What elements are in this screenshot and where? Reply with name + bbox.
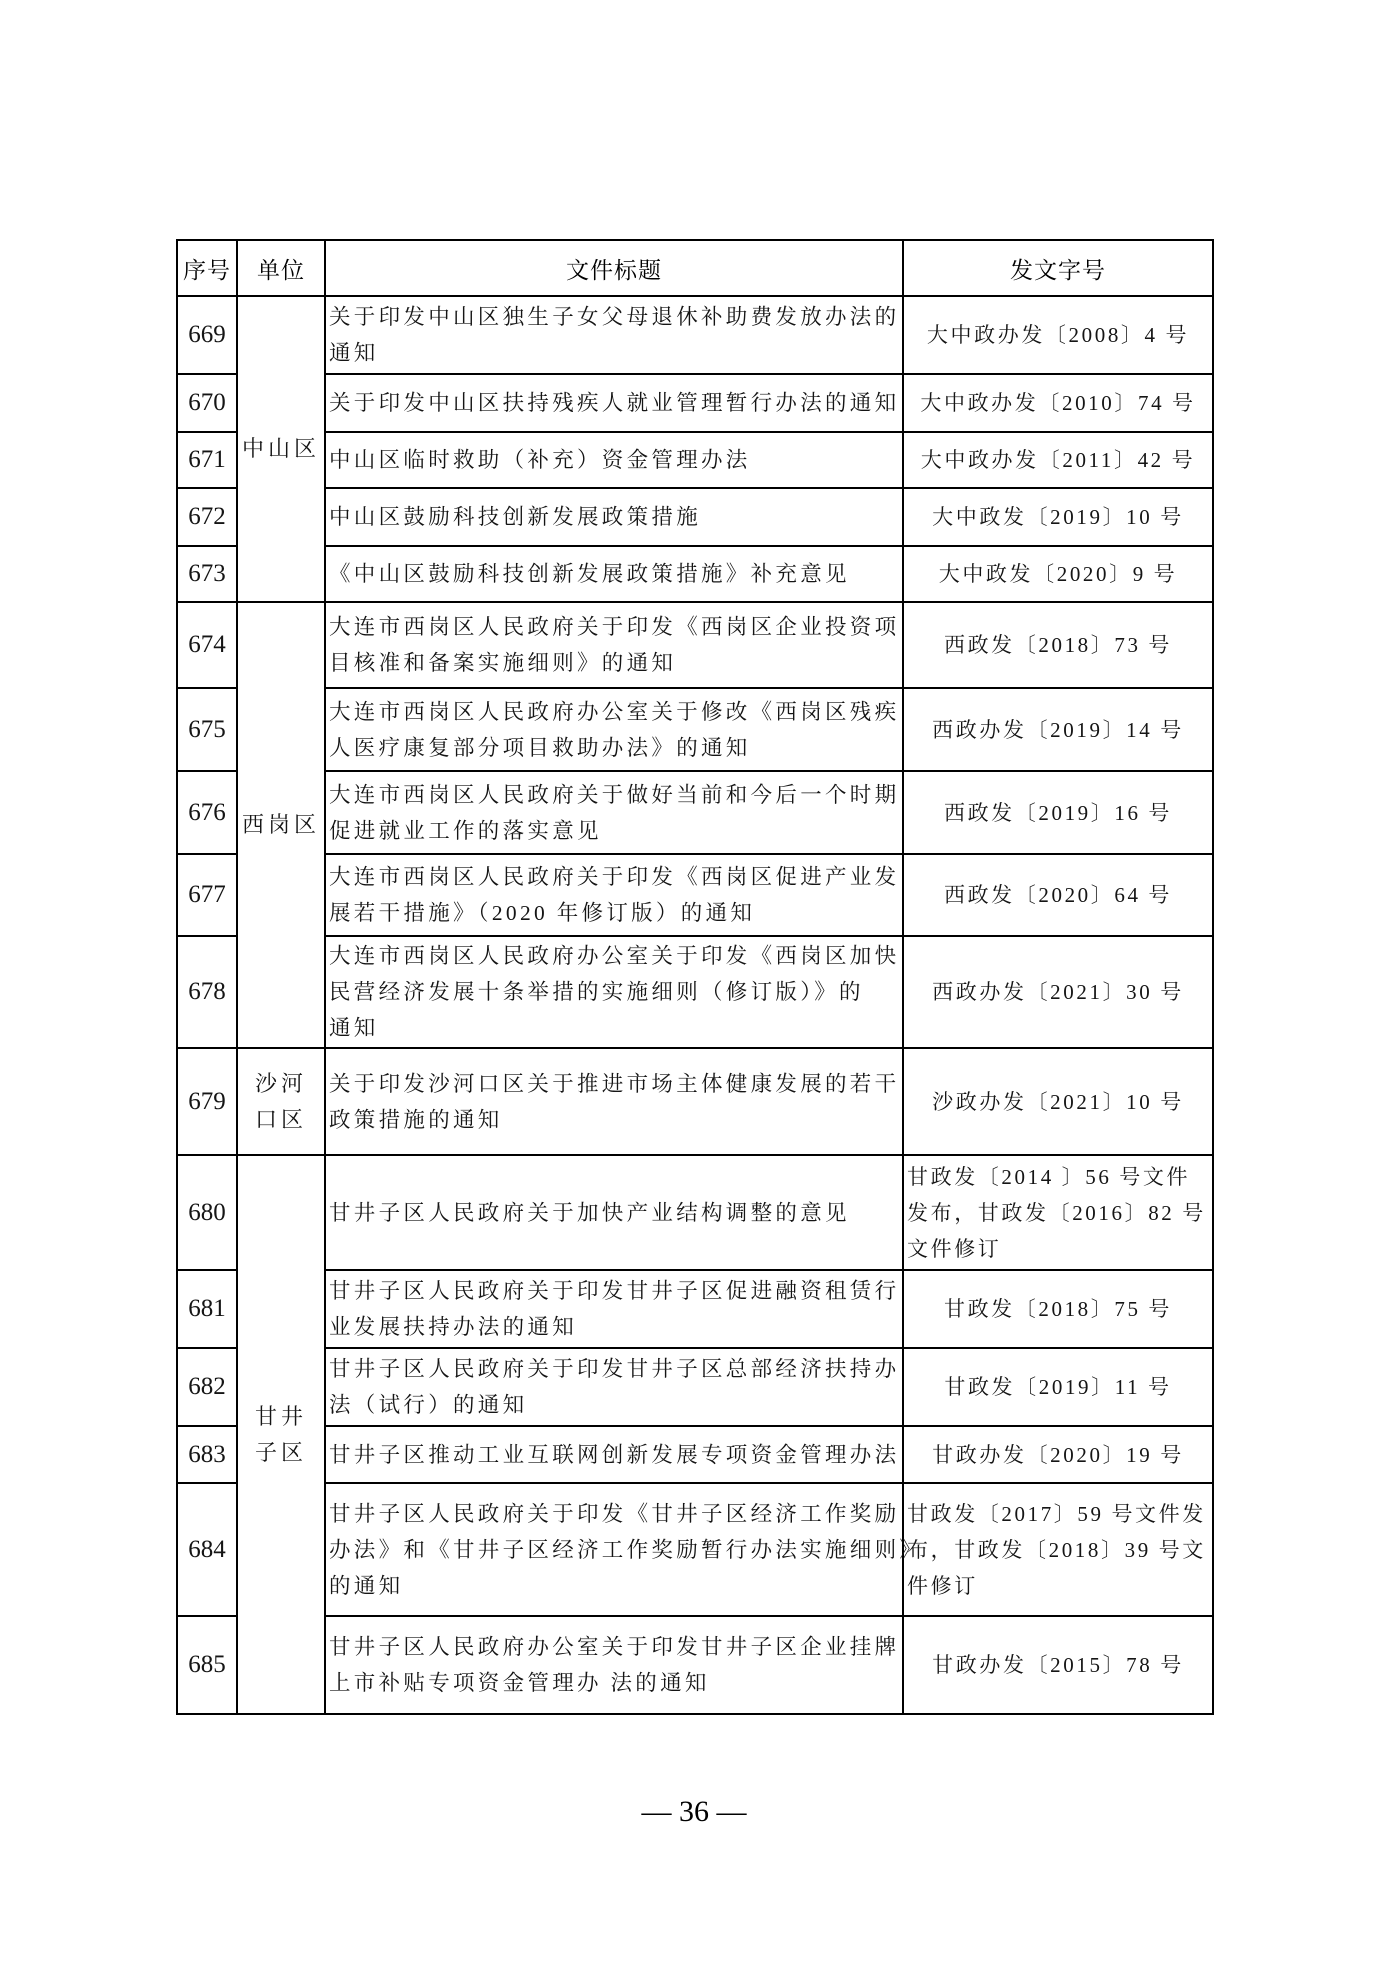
document-number-line: 沙政办发〔2021〕10 号: [932, 1089, 1184, 1114]
header-unit: 单位: [237, 240, 325, 296]
document-number-line: 甘政办发〔2015〕78 号: [932, 1653, 1184, 1677]
document-number-cell: [903, 1483, 1213, 1616]
seq-cell: 674: [177, 602, 237, 688]
document-title-cell: [325, 688, 903, 771]
document-title-cell: [325, 432, 903, 488]
document-title-cell: [325, 1048, 903, 1155]
seq-cell: 671: [177, 432, 237, 488]
document-number-cell: [903, 771, 1213, 854]
table-row: [177, 488, 1213, 546]
table-row: [177, 1155, 1213, 1270]
document-title-line: 甘井子区人民政府办公室关于印发甘井子区企业挂牌: [329, 1635, 900, 1659]
document-number-line: 甘政发〔2014 〕56 号文件: [907, 1164, 1191, 1189]
document-number-line: 发布，甘政发〔2016〕82 号: [907, 1200, 1206, 1225]
unit-name-line: 中山区: [241, 436, 320, 461]
document-title-line: 法（试行）的通知: [329, 1393, 528, 1417]
document-title-line: 人医疗康复部分项目救助办法》的通知: [329, 735, 751, 760]
document-title-cell: [325, 936, 903, 1048]
table-row: [177, 1426, 1213, 1483]
table-row: [177, 771, 1213, 854]
document-number-line: 甘政发〔2017〕59 号文件发: [907, 1501, 1206, 1526]
document-title-cell: [325, 602, 903, 688]
document-number-line: 大中政发〔2019〕10 号: [932, 505, 1184, 529]
table-row: [177, 1616, 1213, 1714]
document-title-cell: [325, 488, 903, 546]
document-title-line: 关于印发中山区独生子女父母退休补助费发放办法的: [329, 305, 900, 329]
document-title-line: 业发展扶持办法的通知: [329, 1315, 578, 1339]
document-number-cell: [903, 546, 1213, 602]
document-title-line: 大连市西岗区人民政府关于印发《西岗区企业投资项: [329, 615, 900, 639]
unit-cell: [237, 1048, 325, 1155]
unit-cell: [237, 296, 325, 602]
document-title-line: 甘井子区人民政府关于加快产业结构调整的意见: [329, 1200, 850, 1225]
document-title-line: 办法》和《甘井子区经济工作奖励暂行办法实施细则》: [329, 1537, 925, 1562]
document-title-cell: [325, 374, 903, 432]
seq-cell: 673: [177, 546, 237, 602]
seq-cell: 672: [177, 488, 237, 546]
seq-cell: 682: [177, 1348, 237, 1426]
document-number-cell: [903, 688, 1213, 771]
document-title-line: 政策措施的通知: [329, 1107, 503, 1132]
document-title-line: 上市补贴专项资金管理办 法的通知: [329, 1671, 710, 1695]
table-row: [177, 546, 1213, 602]
document-title-line: 关于印发中山区扶持残疾人就业管理暂行办法的通知: [329, 391, 900, 415]
table-row: [177, 432, 1213, 488]
document-number-line: 大中政办发〔2008〕4 号: [926, 323, 1190, 347]
document-title-line: 目核准和备案实施细则》的通知: [329, 651, 677, 675]
document-number-line: 甘政发〔2019〕11 号: [944, 1375, 1172, 1399]
document-number-cell: [903, 854, 1213, 936]
document-number-line: 西政发〔2018〕73 号: [943, 633, 1173, 657]
document-number-cell: [903, 1348, 1213, 1426]
seq-cell: 685: [177, 1616, 237, 1714]
document-title-line: 大连市西岗区人民政府关于做好当前和今后一个时期: [329, 782, 900, 807]
document-title-cell: [325, 1616, 903, 1714]
document-title-line: 中山区临时救助（补充）资金管理办法: [329, 448, 751, 472]
table-row: [177, 296, 1213, 374]
unit-name-line: 西岗区: [241, 812, 320, 837]
document-title-line: 关于印发沙河口区关于推进市场主体健康发展的若干: [329, 1071, 900, 1096]
unit-cell: [237, 602, 325, 1048]
document-title-cell: [325, 1426, 903, 1483]
document-number-line: 文件修订: [907, 1236, 1002, 1261]
document-list-table: [176, 239, 1214, 1715]
document-number-line: 西政发〔2020〕64 号: [943, 883, 1173, 907]
document-number-line: 甘政发〔2018〕75 号: [943, 1297, 1173, 1321]
document-title-line: 大连市西岗区人民政府办公室关于印发《西岗区加快: [329, 944, 900, 968]
table-row: [177, 936, 1213, 1048]
document-number-line: 大中政办发〔2010〕74 号: [920, 391, 1196, 415]
seq-cell: 677: [177, 854, 237, 936]
document-number-line: 大中政办发〔2011〕42 号: [920, 448, 1196, 472]
table-header-row: [177, 240, 1213, 296]
unit-name-line: 甘井: [254, 1403, 307, 1429]
table-row: [177, 1483, 1213, 1616]
document-number-cell: [903, 296, 1213, 374]
document-title-line: 通知: [329, 341, 379, 365]
seq-cell: 670: [177, 374, 237, 432]
document-title-cell: [325, 1270, 903, 1348]
table-row: [177, 688, 1213, 771]
document-number-line: 西政办发〔2019〕14 号: [932, 717, 1184, 742]
document-number-cell: [903, 1616, 1213, 1714]
document-title-cell: [325, 1155, 903, 1270]
document-title-line: 促进就业工作的落实意见: [329, 818, 602, 843]
unit-name-line: 子区: [254, 1439, 307, 1465]
document-title-line: 通知: [329, 1016, 379, 1040]
document-number-cell: [903, 432, 1213, 488]
document-number-cell: [903, 374, 1213, 432]
page-number: — 36 —: [641, 1795, 747, 1828]
document-title-line: 大连市西岗区人民政府关于印发《西岗区促进产业发: [329, 865, 900, 889]
seq-cell: 675: [177, 688, 237, 771]
document-number-line: 甘政办发〔2020〕19 号: [932, 1442, 1184, 1467]
document-number-cell: [903, 488, 1213, 546]
table-row: [177, 1048, 1213, 1155]
seq-cell: 684: [177, 1483, 237, 1616]
unit-cell: [237, 1155, 325, 1714]
document-title-cell: [325, 1348, 903, 1426]
document-title-line: 展若干措施》（2020 年修订版）的通知: [329, 901, 756, 925]
seq-cell: 683: [177, 1426, 237, 1483]
document-title-line: 民营经济发展十条举措的实施细则（修订版）》的: [329, 980, 864, 1004]
table-row: [177, 1270, 1213, 1348]
document-title-line: 的通知: [329, 1573, 404, 1598]
header-title: 文件标题: [325, 240, 903, 296]
document-number-cell: [903, 1426, 1213, 1483]
document-number-cell: [903, 1155, 1213, 1270]
document-title-line: 甘井子区人民政府关于印发甘井子区总部经济扶持办: [329, 1357, 900, 1381]
seq-cell: 676: [177, 771, 237, 854]
seq-cell: 678: [177, 936, 237, 1048]
document-title-line: 《中山区鼓励科技创新发展政策措施》补充意见: [329, 562, 850, 586]
document-number-cell: [903, 936, 1213, 1048]
seq-cell: 669: [177, 296, 237, 374]
unit-name-line: 口区: [254, 1106, 307, 1132]
seq-cell: 680: [177, 1155, 237, 1270]
header-doc-number: 发文字号: [903, 240, 1213, 296]
document-number-line: 西政发〔2019〕16 号: [943, 800, 1173, 825]
table-body: [177, 296, 1213, 1714]
document-title-cell: [325, 854, 903, 936]
document-number-cell: [903, 602, 1213, 688]
unit-name-line: 沙河: [254, 1070, 307, 1096]
document-number-line: 西政办发〔2021〕30 号: [932, 980, 1184, 1004]
document-title-line: 甘井子区推动工业互联网创新发展专项资金管理办法: [329, 1442, 900, 1467]
document-number-line: 件修订: [907, 1573, 978, 1598]
table-row: [177, 854, 1213, 936]
document-number-line: 大中政发〔2020〕9 号: [938, 562, 1178, 586]
document-title-line: 甘井子区人民政府关于印发《甘井子区经济工作奖励: [329, 1501, 900, 1526]
document-title-cell: [325, 1483, 925, 1616]
document-title-cell: [325, 546, 903, 602]
table-row: [177, 602, 1213, 688]
document-title-cell: [325, 771, 903, 854]
document-title-cell: [325, 296, 903, 374]
document-number-line: 布，甘政发〔2018〕39 号文: [907, 1537, 1206, 1562]
document-number-cell: [903, 1048, 1213, 1155]
seq-cell: 679: [177, 1048, 237, 1155]
header-seq: 序号: [177, 240, 237, 296]
document-title-line: 大连市西岗区人民政府办公室关于修改《西岗区残疾: [329, 699, 900, 724]
seq-cell: 681: [177, 1270, 237, 1348]
document-title-line: 中山区鼓励科技创新发展政策措施: [329, 505, 702, 529]
document-title-line: 甘井子区人民政府关于印发甘井子区促进融资租赁行: [329, 1279, 900, 1303]
document-number-cell: [903, 1270, 1213, 1348]
table-row: [177, 1348, 1213, 1426]
table-row: [177, 374, 1213, 432]
